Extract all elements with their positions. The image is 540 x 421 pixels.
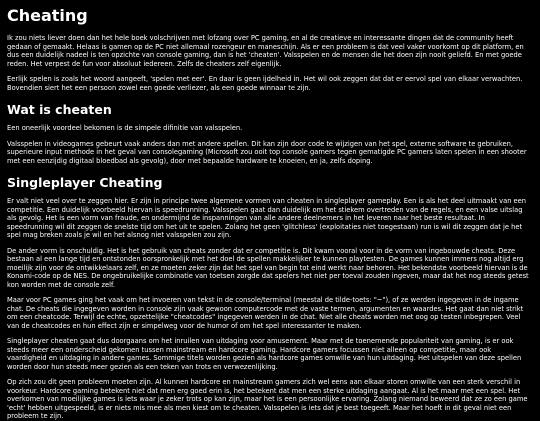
section-paragraph: Singleplayer cheaten gaat dus doorgaans om het inruilen van uitdaging voor amusement. Maar met de toenemende populariteit van gaming, is er ook steeds meer een onderscheid gekomen tussen mainstream en hardcore gaming. Hardcore gamers focussen niet alleen op competitie, maar ook vaardigheid en uitdaging in andere games. Sommige titels worden gezien als hardcore games omwille van hun uitdaging. Het uitspelen van deze spellen worden door hun steeds meer gezien als een teken van trots en verwezenlijking. <box>7 337 522 371</box>
section-heading-singleplayer-cheating: Singleplayer Cheating <box>7 175 163 190</box>
section-paragraph: De ander vorm is onschuldig. Het is het gebruik van cheats zonder dat er competitie is. Dit kwam vooral voor in de vorm van ingebouwde cheats. Deze bestaan al een lange tijd en ontstonden oorspronkelijk met het doel de spellen makkelijker te kunnen playtesten. De games kunnen immers nog altijd erg moeilijk zijn voor de ontwikkelaars zelf, en ze moeten zeker zijn dat het spel van begin tot eind werkt naar behoren. Het bekendste voorbeeld hiervan is de Konami-code op de NES. De ongebruikelijke combinatie van toetsen zorgde dat spelers het niet per toeval zouden ingeven, maar dat het nog steeds getest kon worden met de console zelf. <box>7 246 529 289</box>
intro-paragraph: Ik zou niets liever doen dan het hele boek volschrijven met lofzang over PC gaming, en al de creatieve en interessante dingen dat de community heeft gedaan of gemaakt. Helaas is gamen op de PC niet allemaal rozengeur en maneschijn. Als er een probleem is dat veel vaker voorkomt op dit platform, en dus een duidelijk nadeel is ten opzichte van console gaming, dan is het 'cheaten'. Valsspelen en de mensen die het doen zijn nooit geliefd. En met goede reden. Het verpest de fun voor absoluut iedereen. Zelfs de cheaters zelf eigenlijk. <box>7 34 524 68</box>
section-paragraph: Maar voor PC games ging het vaak om het invoeren van tekst in de console/terminal (meestal de tilde-toets: "~"), of ze werden ingegeven in de ingame chat. De cheats die ingegeven worden in console zijn vaak gewoon computercode met de vaste termen, argumenten en waardes. Het gaat dan niet strikt om een cheatcode. Terwijl de echte, opzettelijke "cheatcodes" ingegeven werden in de chat. Niet alle cheats worden met oog op testen inbegrepen. Veel van de cheatcodes en hun effect zijn er simpelweg voor de humor of om het spel interessanter te maken. <box>7 296 524 330</box>
section-paragraph: Er valt niet veel over te zeggen hier. Er zijn in principe twee algemene vormen van cheaten in singleplayer gameplay. Een is als het deel uitmaakt van een competitie. Een duidelijk voorbeeld hiervan is speedrunning. Valsspelen gaat dan duidelijk om het stiekem overtreden van de regels, en een valse uitslag als gevolg. Het is een vorm van fraude, en ondermijnd de inspanningen van alle andere deelnemers in het leveren naar het beste resultaat. In speedrunning wil dit zeggen de snelste tijd om het uit te spelen. Zolang het geen 'glitchless' (exploitaties niet toegestaan) run is wil dit zeggen dat je het spel mag breken zoals je wil en het alsnog niet valsspelen zou zijn. <box>7 197 527 239</box>
section-paragraph: Een oneerlijk voordeel bekomen is de simpele difinitie van valsspelen. <box>7 124 243 132</box>
section-heading-wat-is-cheaten: Wat is cheaten <box>7 102 112 117</box>
page-title: Cheating <box>7 6 88 25</box>
section-paragraph: Valsspelen in videogames gebeurt vaak anders dan met andere spellen. Dit kan zijn door code te wijzigen van het spel, externe software te gebruiken, superieure input methode in het geval van consolegaming (Microsoft zou ooit top console gamers tegen gematigde PC gamers laten spelen in een shooter met een eenzijdig digitaal bloedbad als gevolg), door met bepaalde hardware te knoeien, en ja, zelfs doping. <box>7 139 527 165</box>
intro-paragraph: Eerlijk spelen is zoals het woord aangeeft, 'spelen met eer'. En daar is geen ijdelheid in. Het wil ook zeggen dat dat er eervol spel van elkaar verwachten. Bovendien siert het een persoon zowel een goede verliezer, als een goede winnaar te zijn. <box>7 75 523 92</box>
section-paragraph: Op zich zou dit geen probleem moeten zijn. Al kunnen hardcore en mainstream gamers zich wel eens aan elkaar storen omwille van een sterk verschil in voorkeur. Hardcore gaming betekent niet dat men erg goed erin is, het betekent dat men een sterke uitdaging aangaat. Al is het maar met een spel. Het overkomen van moeilijke games is iets waar je zeker trots op kan zijn, maar het is een persoonlijke ervaring. Zolang niemand beweerd dat ze zo een game 'echt' hebben uitgespeeld, is er niets mis mee als men kiest om te cheaten. Valsspelen is iets dat je best toegeeft. Maar het hoeft in dit geval niet een probleem te zijn. <box>7 378 528 420</box>
